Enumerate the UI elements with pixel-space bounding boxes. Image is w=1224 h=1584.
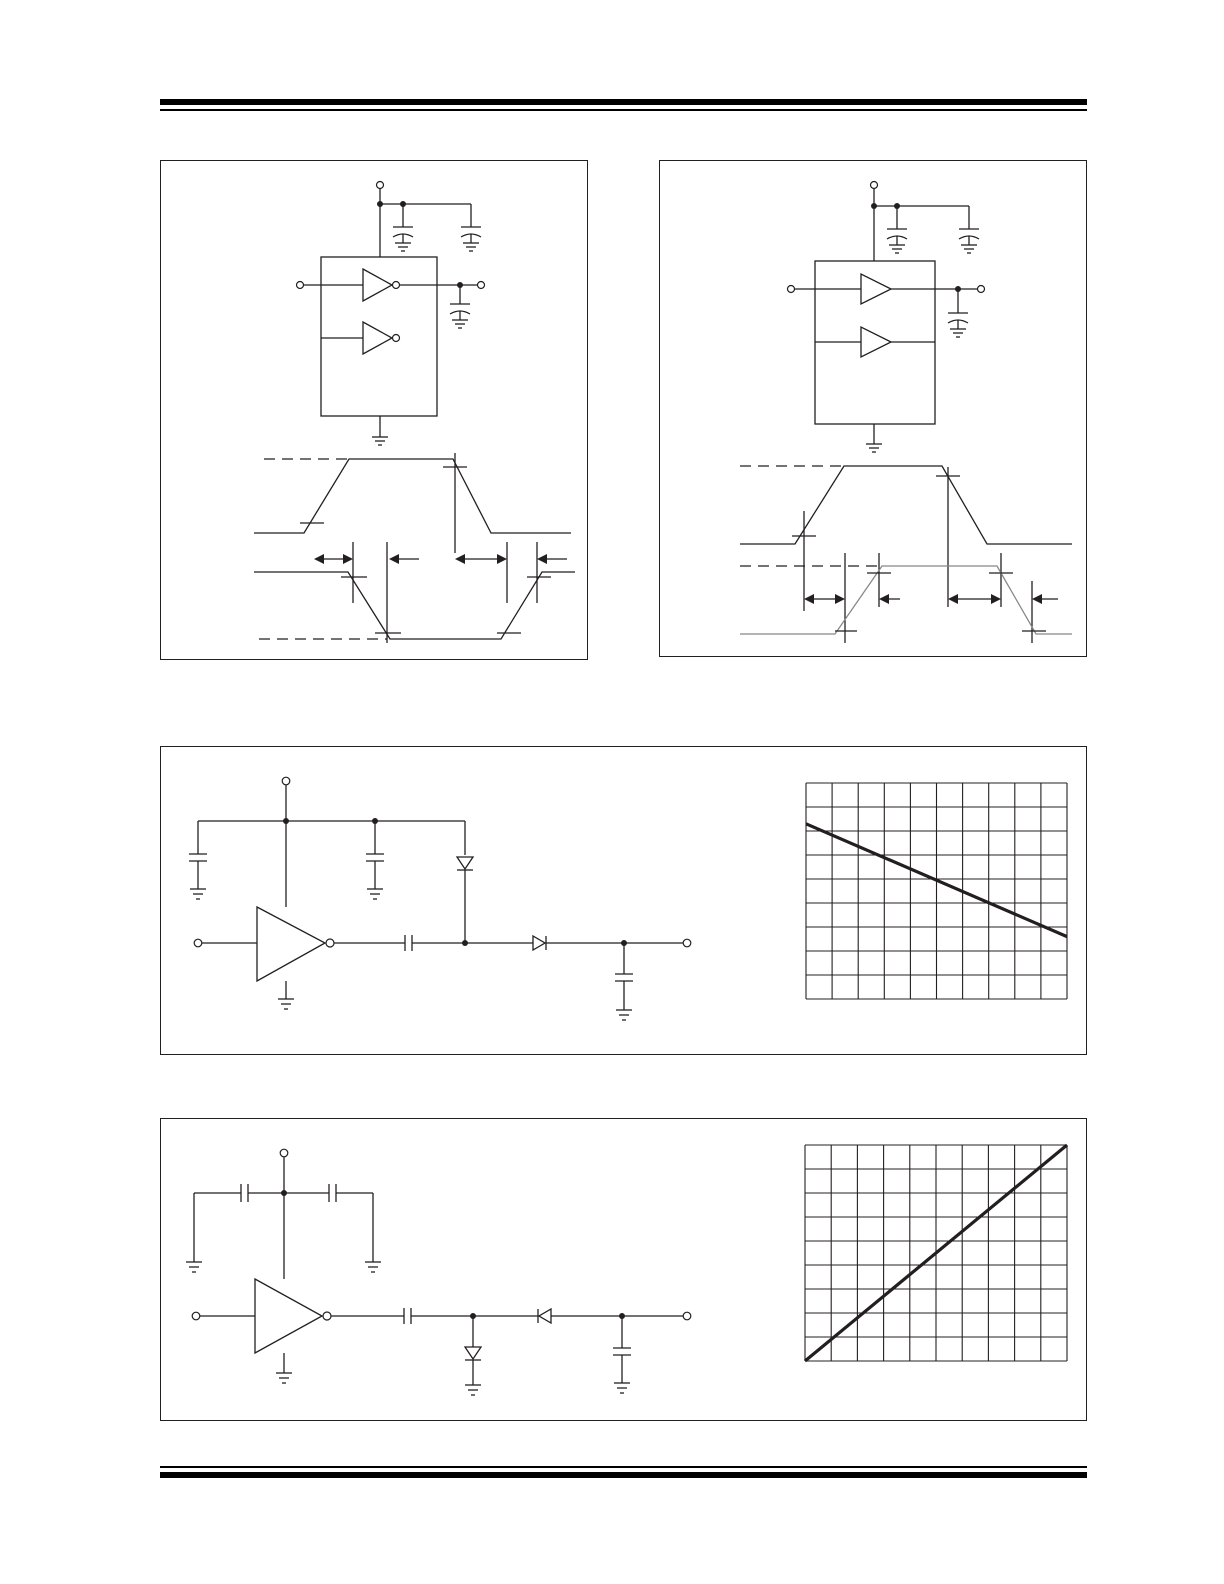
vdd-terminal	[377, 182, 384, 189]
footer-rule-thick	[160, 1472, 1087, 1478]
voltage-inverter-plot	[161, 1119, 1088, 1422]
load-capacitor	[948, 289, 968, 337]
inverter-b	[363, 322, 392, 354]
inverter-a	[363, 269, 392, 301]
input-waveform	[740, 466, 1072, 544]
input-waveform	[254, 459, 571, 533]
output-waveform	[254, 572, 575, 639]
bypass-capacitor-1	[887, 206, 907, 253]
plot-grid	[806, 783, 1067, 999]
buffer-b	[861, 327, 891, 357]
inverting-switching-time-figure	[160, 160, 588, 660]
output-terminal	[978, 286, 985, 293]
footer-rule-thin	[160, 1466, 1087, 1468]
noninverting-switching-time-figure	[659, 160, 1087, 657]
voltage-doubler-plot	[161, 747, 1088, 1056]
bypass-capacitor-1	[393, 204, 413, 251]
noninverting-circuit-and-timing-diagram	[660, 161, 1088, 658]
vdd-terminal	[871, 182, 878, 189]
load-capacitor	[450, 285, 470, 328]
bypass-capacitor-2	[461, 204, 481, 251]
header-rule-thin	[160, 109, 1087, 111]
voltage-inverter-figure	[160, 1118, 1087, 1421]
input-terminal	[788, 286, 795, 293]
driver-ic	[321, 257, 437, 416]
header-rule-thick	[160, 99, 1087, 105]
voltage-doubler-figure	[160, 746, 1087, 1055]
buffer-a	[861, 274, 891, 304]
bypass-capacitor-2	[959, 206, 979, 253]
input-terminal	[297, 282, 304, 289]
output-waveform	[740, 566, 1072, 634]
output-terminal	[478, 282, 485, 289]
inverting-circuit-and-timing-diagram	[161, 161, 589, 661]
